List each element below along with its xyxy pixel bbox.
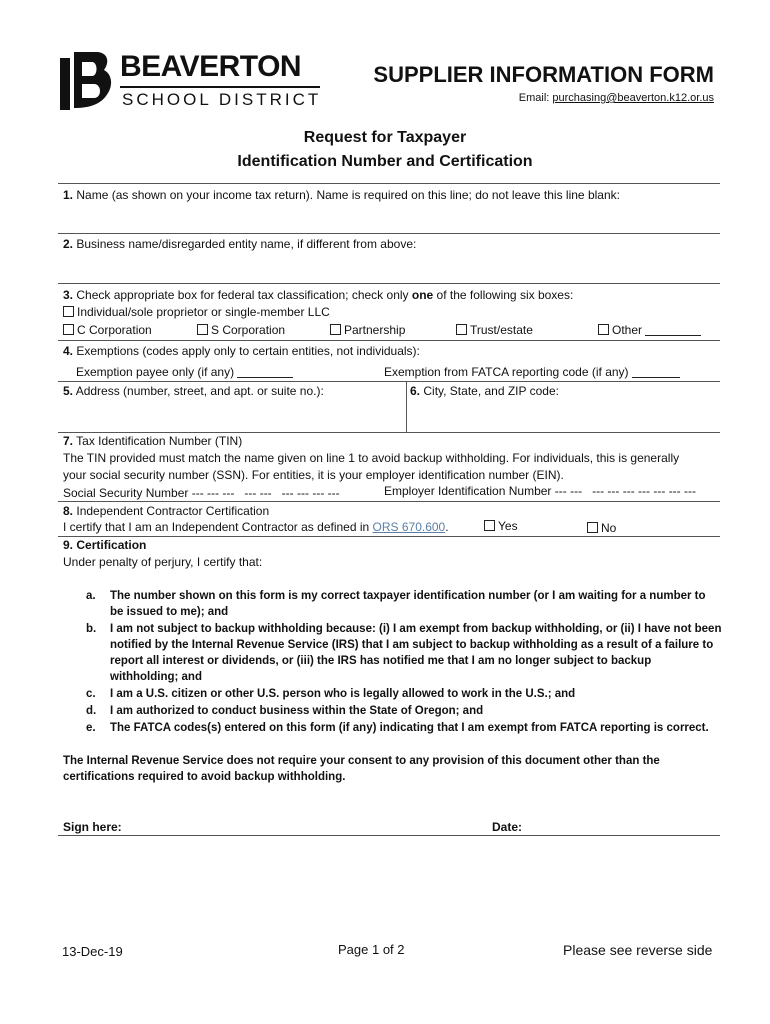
- form-title: SUPPLIER INFORMATION FORM: [373, 62, 714, 87]
- checkbox-icon[interactable]: [484, 520, 495, 531]
- line7-title: 7. Tax Identification Number (TIN): [63, 434, 243, 448]
- page-number: Page 1 of 2: [338, 942, 405, 957]
- other-input[interactable]: [645, 324, 701, 336]
- line6-label: 6. City, State, and ZIP code:: [410, 384, 559, 398]
- checkbox-yes[interactable]: Yes: [484, 518, 518, 534]
- ein-label: Employer Identification Number: [384, 484, 552, 498]
- divider: [58, 501, 720, 502]
- email-line: [519, 92, 714, 104]
- signature-line[interactable]: [58, 835, 720, 836]
- ssn-mask[interactable]: --- --- --- --- --- --- --- --- ---: [191, 486, 340, 500]
- brand-divider: [120, 86, 320, 88]
- email-label: Email:: [518, 92, 550, 104]
- divider: [58, 283, 720, 284]
- checkbox-icon[interactable]: [63, 306, 74, 317]
- line8-text: I certify that I am an Independent Contractor as defined in ORS 670.600.: [63, 520, 449, 534]
- checkbox-icon[interactable]: [587, 522, 598, 533]
- checkbox-icon[interactable]: [598, 324, 609, 335]
- checkbox-individual[interactable]: Individual/sole proprietor or single-member LLC: [63, 304, 330, 320]
- line8-title: 8. Independent Contractor Certification: [63, 504, 270, 518]
- line1-label: 1. Name (as shown on your income tax return). Name is required on this line; do not leave this line blank:: [63, 188, 620, 202]
- ein-mask[interactable]: --- --- --- --- --- --- --- --- ---: [554, 484, 696, 498]
- checkbox-icon[interactable]: [197, 324, 208, 335]
- district-logo-icon: [60, 52, 112, 110]
- ors-link[interactable]: ORS 670.600: [372, 520, 446, 534]
- checkbox-icon[interactable]: [456, 324, 467, 335]
- line4-label: 4. Exemptions (codes apply only to certain entities, not individuals):: [63, 344, 420, 358]
- sign-label: Sign here:: [63, 820, 122, 834]
- date-label: Date:: [492, 820, 523, 834]
- checkbox-partnership[interactable]: Partnership: [330, 322, 405, 338]
- reverse-side-note: Please see reverse side: [563, 942, 713, 958]
- email-link[interactable]: purchasing@beaverton.k12.or.us: [552, 92, 714, 104]
- checkbox-icon[interactable]: [330, 324, 341, 335]
- line9-title: 9. Certification: [63, 538, 147, 552]
- ein-field[interactable]: [384, 483, 696, 499]
- divider: [58, 183, 720, 184]
- fatca-exemption: Exemption from FATCA reporting code (if any): [384, 364, 680, 380]
- checkbox-trust-estate[interactable]: Trust/estate: [456, 322, 533, 338]
- divider: [58, 381, 720, 382]
- ssn-field[interactable]: [63, 485, 340, 501]
- checkbox-icon[interactable]: [63, 324, 74, 335]
- checkbox-no[interactable]: No: [587, 520, 616, 536]
- divider: [58, 536, 720, 537]
- line5-label: 5. Address (number, street, and apt. or suite no.):: [63, 384, 324, 398]
- exemption-payee-input[interactable]: [237, 366, 293, 378]
- line9-intro: Under penalty of perjury, I certify that:: [63, 555, 263, 569]
- form-subtitle-2: Identification Number and Certification: [237, 153, 533, 170]
- divider: [58, 340, 720, 341]
- brand-subtitle: SCHOOL DISTRICT: [122, 90, 322, 109]
- footer-date: 13-Dec-19: [62, 944, 123, 959]
- irs-note: The Internal Revenue Service does not require your consent to any provision of this document other than the certifications required to avoid backup withholding.: [63, 755, 660, 783]
- line7-desc-1: The TIN provided must match the name given on line 1 to avoid backup withholding. For individuals, this is generally: [63, 451, 680, 465]
- divider: [58, 233, 720, 234]
- checkbox-c-corporation[interactable]: C Corporation: [63, 322, 152, 338]
- line7-desc-2: your social security number (SSN). For entities, it is your employer identification number (EIN).: [63, 468, 564, 482]
- checkbox-other[interactable]: Other: [598, 322, 701, 338]
- fatca-exemption-input[interactable]: [632, 366, 680, 378]
- exemption-payee: Exemption payee only (if any): [76, 364, 293, 380]
- brand-name: BEAVERTON: [120, 50, 302, 83]
- ssn-label: Social Security Number: [63, 486, 189, 500]
- form-subtitle-1: Request for Taxpayer: [303, 129, 467, 146]
- column-divider: [406, 381, 407, 432]
- line2-label: 2. Business name/disregarded entity name, if different from above:: [63, 237, 417, 251]
- checkbox-s-corporation[interactable]: S Corporation: [197, 322, 285, 338]
- line3-label: 3. Check appropriate box for federal tax classification; check only one of the following six boxes:: [63, 288, 574, 302]
